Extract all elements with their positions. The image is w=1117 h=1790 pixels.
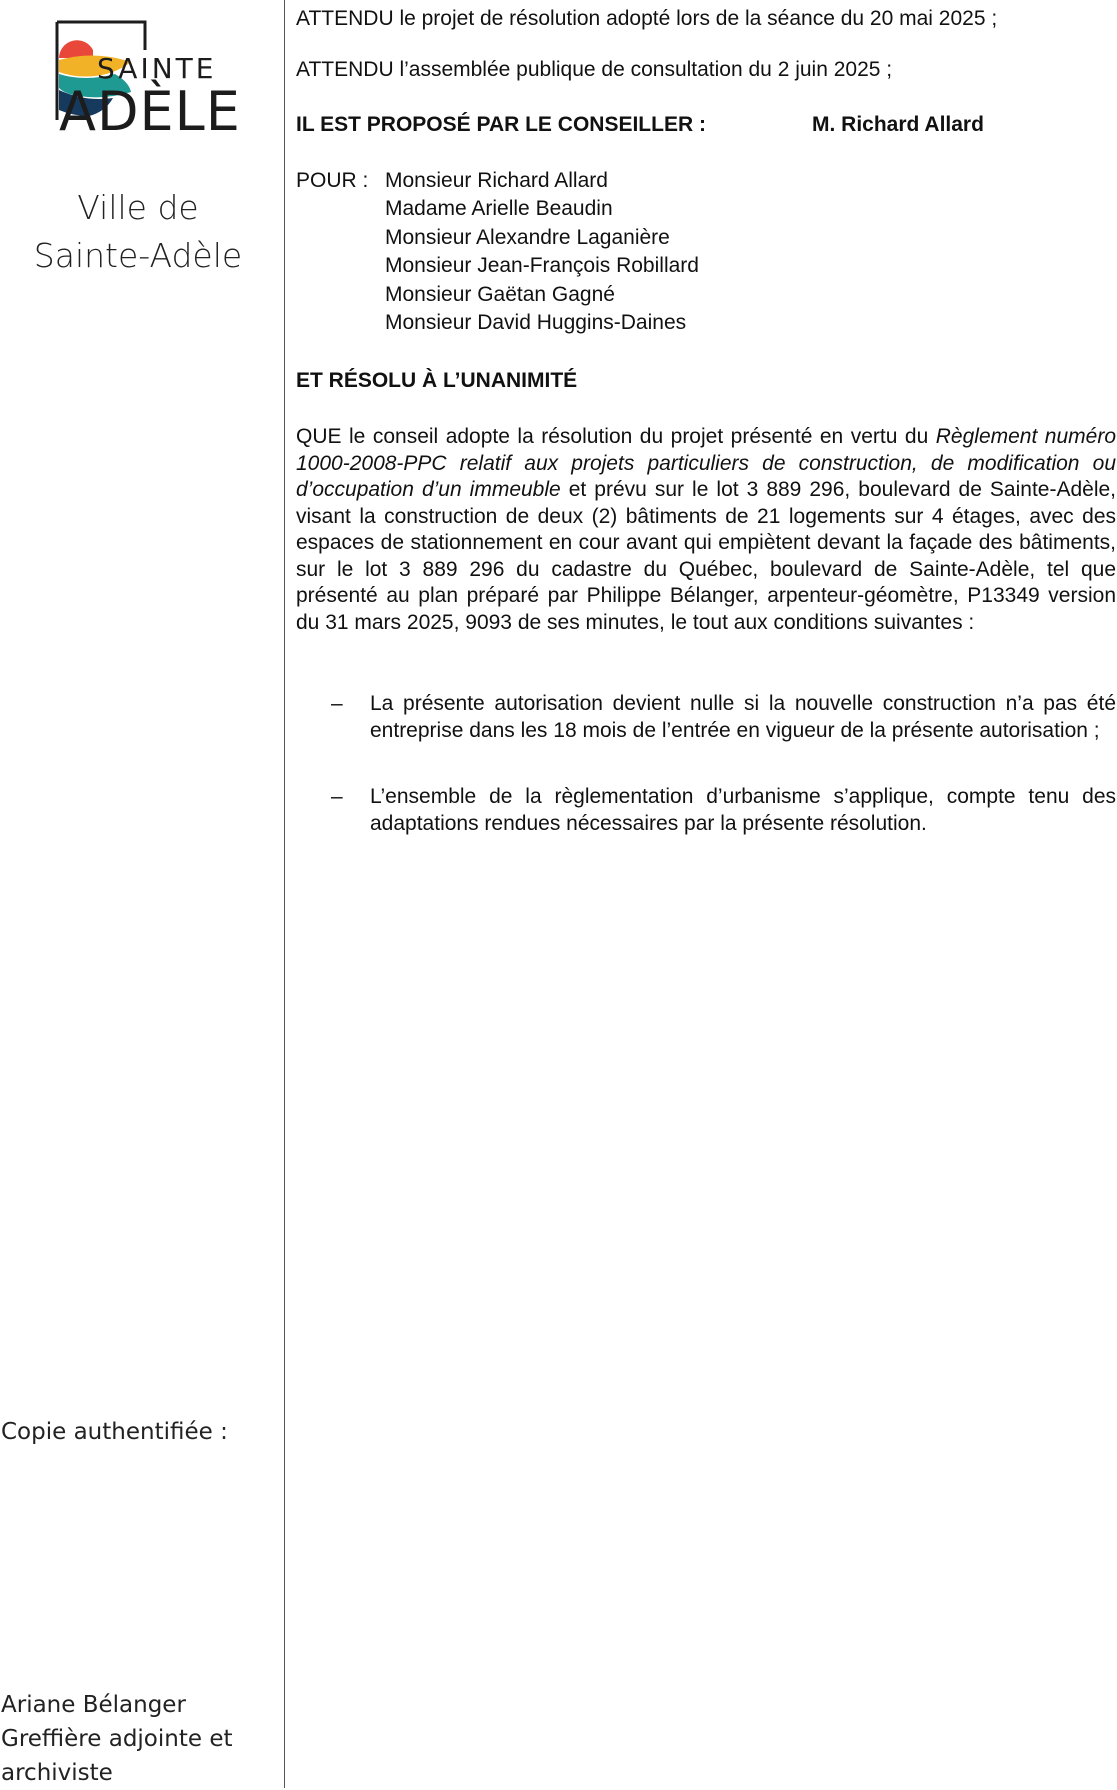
sidebar [0, 0, 285, 1788]
condition-text: L’ensemble de la règlementation d’urbanisme s’applique, compte tenu des adaptations rendues nécessaires par la présente résolution. [370, 785, 1116, 835]
signatory-title-line2: archiviste [1, 1760, 113, 1786]
resolution-paragraph [296, 424, 1116, 636]
condition-text: La présente autorisation devient nulle si la nouvelle construction n’a pas été entreprise dans les 18 mois de l’entrée en vigueur de la présente autorisation ; [370, 692, 1116, 742]
resolution-details: et prévu sur le lot 3 889 296, boulevard de Sainte-Adèle, visant la construction de deux (2) bâtiments de 21 logements sur 4 étages, avec des espaces de stationnement en cour avant qui empiètent devant la façade des bâtiments, sur le lot 3 889 296 du cadastre du Québec, boulevard de Sainte-Adèle, tel que présenté au plan préparé par Philippe Bélanger, arpenteur-géomètre, P13349 version du 31 mars 2025, 9093 de ses minutes, le tout aux conditions suivantes : [296, 478, 1117, 634]
resolution-intro: QUE le conseil adopte la résolution du projet présenté en vertu du [296, 425, 936, 448]
vote-for-block [296, 167, 1116, 347]
dash-bullet: – [331, 785, 343, 808]
signatory-title-line1: Greffière adjointe et [1, 1726, 233, 1752]
resolved-unanimously: ET RÉSOLU À L’UNANIMITÉ [296, 369, 578, 392]
certified-copy-label: Copie authentifiée : [1, 1419, 228, 1445]
logo-text-sainte: SAINTE [97, 52, 217, 85]
vote-for-list [385, 167, 699, 337]
list-item: Monsieur Jean-François Robillard [385, 254, 699, 278]
city-logo [55, 20, 241, 143]
attendu-paragraph-2: ATTENDU l’assemblée publique de consultation du 2 juin 2025 ; [296, 58, 893, 81]
city-name [0, 184, 276, 280]
list-item: Monsieur Richard Allard [385, 169, 608, 192]
dash-bullet: – [331, 692, 343, 715]
list-item: Monsieur David Huggins-Daines [385, 311, 687, 335]
list-item: Madame Arielle Beaudin [385, 197, 613, 221]
proposer-name: M. Richard Allard [812, 113, 984, 136]
proposer-line [296, 111, 1116, 138]
signatory-block [1, 1688, 281, 1790]
city-name-line1: Ville de [77, 188, 199, 227]
logo-text-adele: ADÈLE [59, 80, 241, 143]
list-item: Monsieur Alexandre Laganière [385, 225, 670, 249]
regulation-reference: Règlement numéro 1000-2008-PPC relatif aux projets particuliers de construction, de modification ou d’occupation d’un immeuble [296, 425, 1116, 501]
vote-for-label: POUR : [296, 169, 369, 192]
list-item: Monsieur Gaëtan Gagné [385, 282, 615, 306]
attendu-paragraph-1: ATTENDU le projet de résolution adopté lors de la séance du 20 mai 2025 ; [296, 7, 998, 30]
signatory-name: Ariane Bélanger [1, 1692, 186, 1718]
city-name-line2: Sainte-Adèle [33, 236, 243, 275]
proposer-label: IL EST PROPOSÉ PAR LE CONSEILLER : [296, 113, 706, 136]
